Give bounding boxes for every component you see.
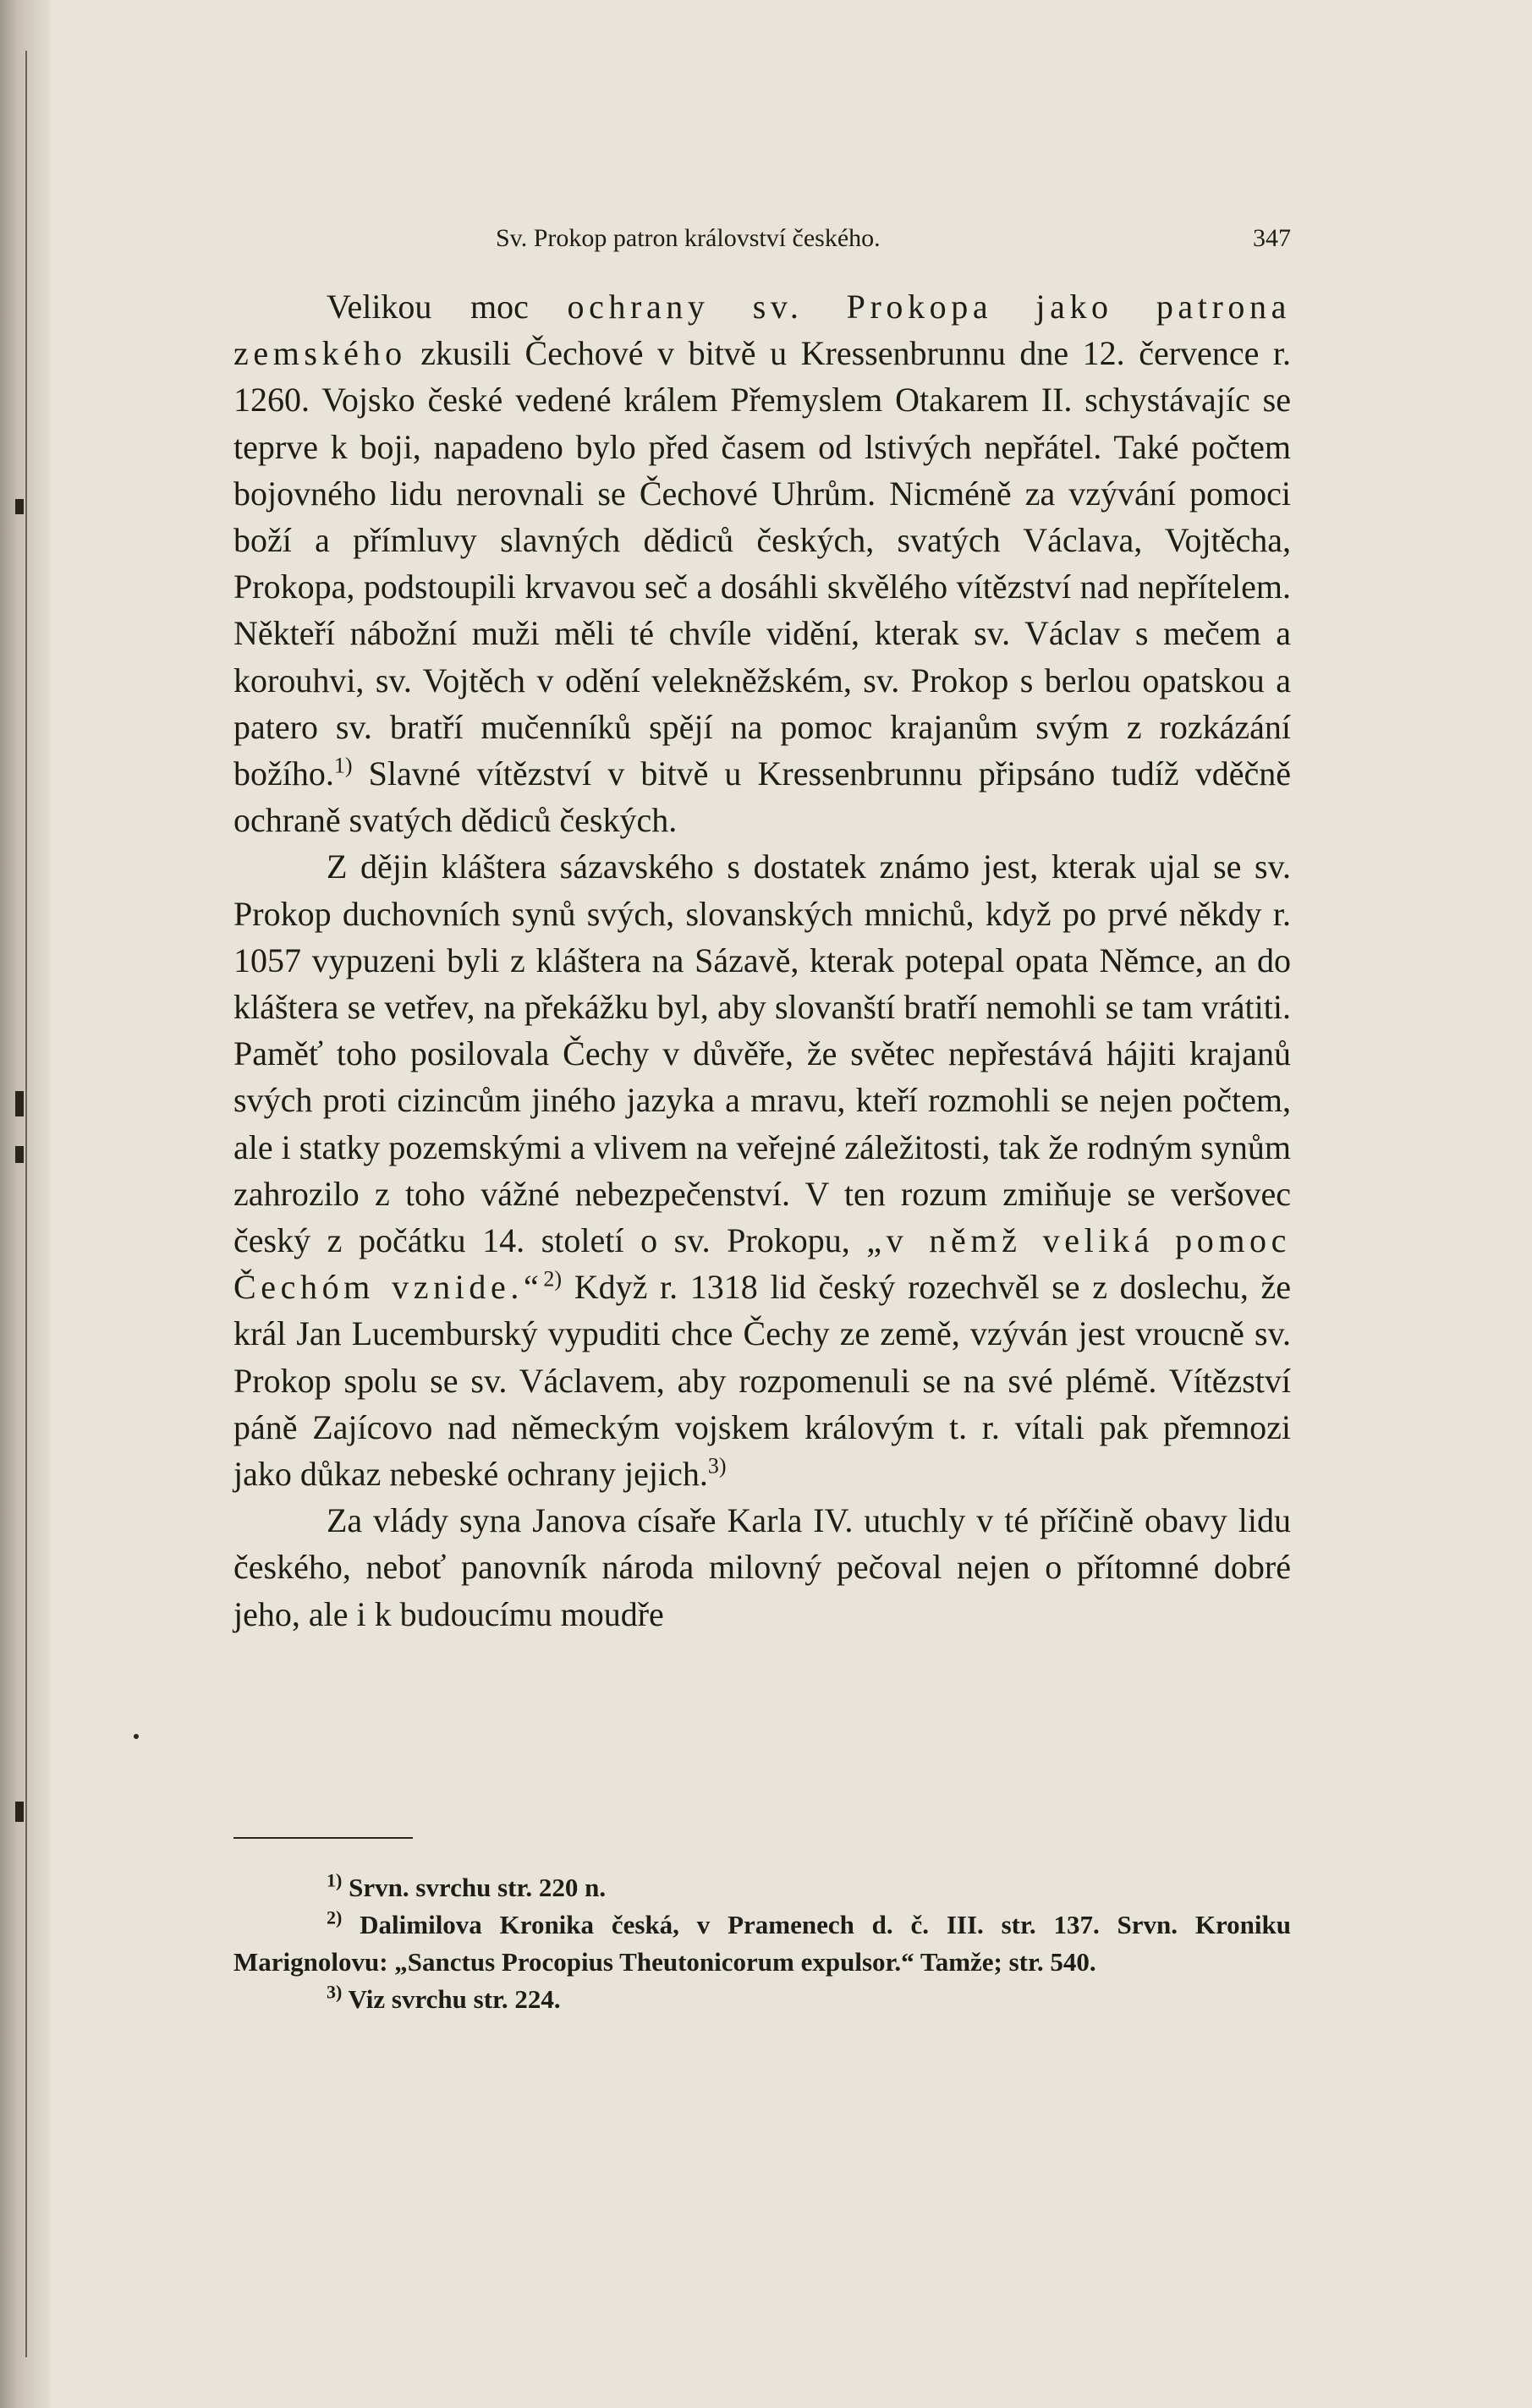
footnote-label: 1) (327, 1869, 343, 1891)
gutter-line (25, 51, 27, 2357)
footnote-text: Viz svrchu str. 224. (342, 1984, 561, 2014)
footnote-reference: 1) (333, 753, 353, 778)
footnote-text: Dalimilova Kronika česká, v Pramenech d. č. III. str. 137. Srvn. Kroniku Marignolovu: „Sanctus Procopius Theutonicorum expulsor.“ Tamže; str. 540. (233, 1910, 1291, 1977)
footnote (233, 1906, 1291, 1981)
running-title: Sv. Prokop patron království českého. (496, 224, 881, 252)
paragraph-text: Za vlády syna Janova císaře Karla IV. utuchly v té příčině obavy lidu českého, neboť panovník národa milovný pečoval nejen o přítomné dobré jeho, ale i k budoucímu moudře (233, 1501, 1291, 1633)
footnote-label: 3) (327, 1981, 343, 2003)
footnote (233, 1981, 1291, 2018)
paragraph (233, 283, 1291, 843)
edge-mark (15, 1091, 24, 1116)
footnotes (233, 1869, 1291, 2018)
stray-mark (134, 1734, 139, 1739)
paragraph (233, 843, 1291, 1497)
spaced-emphasis: „v němž veliká pomoc Čechóm vznide.“ (233, 1221, 1291, 1307)
footnote (233, 1869, 1291, 1906)
footnote-reference: 2) (543, 1266, 563, 1292)
footnote-label: 2) (327, 1906, 343, 1928)
edge-mark (15, 1146, 24, 1163)
page-number: 347 (1253, 224, 1291, 252)
paragraph-text: Když r. 1318 lid český rozechvěl se z doslechu, že král Jan Lucemburský vypuditi chce Čechy ze země, vzýván jest vroucně sv. Prokop spolu se sv. Václavem, aby rozpomenuli se na své plémě. Vítězství páně Zajícovo nad německým vojskem královým t. r. vítali pak přemnozi jako důkaz nebeské ochrany jejich. (233, 1268, 1291, 1494)
edge-mark (15, 1802, 24, 1822)
spaced-emphasis: ochrany sv. Prokopa jako patrona zemského (233, 288, 1291, 373)
edge-mark (15, 499, 24, 514)
footnote-text: Srvn. svrchu str. 220 n. (342, 1873, 607, 1902)
running-header (496, 222, 1291, 255)
paragraph-text: Z dějin kláštera sázavského s dostatek známo jest, kterak ujal se sv. Prokop duchovních synů svých, slovanských mnichů, když po prvé někdy r. 1057 vypuzeni byli z kláštera na Sázavě, kterak potepal opata Němce, an do kláštera se vetřev, na překážku byl, aby slovanští bratří nemohli se tam vrátiti. Paměť toho posilovala Čechy v důvěře, že světec nepřestává hájiti krajanů svých proti cizincům jiného jazyka a mravu, kteří rozmohli se nejen počtem, ale i statky pozemskými a vlivem na veřejné záležitosti, tak že rodným synům zahrozilo z toho vážné nebezpečenství. V ten rozum zmiňuje se veršovec český z počátku 14. století o sv. Prokopu, (233, 847, 1291, 1260)
footnote-divider (233, 1837, 413, 1839)
body-text (233, 283, 1291, 1637)
paragraph (233, 1497, 1291, 1637)
footnote-reference: 3) (707, 1453, 727, 1478)
page-edge (0, 0, 51, 2408)
paragraph-text: Slavné vítězství v bitvě u Kressenbrunnu připsáno tudíž vděčně ochraně svatých dědiců českých. (233, 754, 1291, 840)
paragraph-text: zkusili Čechové v bitvě u Kressenbrunnu dne 12. července r. 1260. Vojsko české vedené králem Přemyslem Otakarem II. schystávajíc se teprve k boji, napadeno bylo před časem od lstivých nepřátel. Také počtem bojovného lidu nerovnali se Čechové Uhrům. Nicméně za vzývání pomoci boží a přímluvy slavných dědiců českých, svatých Václava, Vojtěcha, Prokopa, podstoupili krvavou seč a dosáhli skvělého vítězství nad nepřítelem. Někteří nábožní muži měli té chvíle vidění, kterak sv. Václav s mečem a korouhvi, sv. Vojtěch v odění velekněžském, sv. Prokop s berlou opatskou a patero sv. bratří mučenníků spějí na pomoc krajanům svým z rozkázání božího. (233, 334, 1291, 793)
paragraph-text: Velikou moc (327, 288, 568, 326)
